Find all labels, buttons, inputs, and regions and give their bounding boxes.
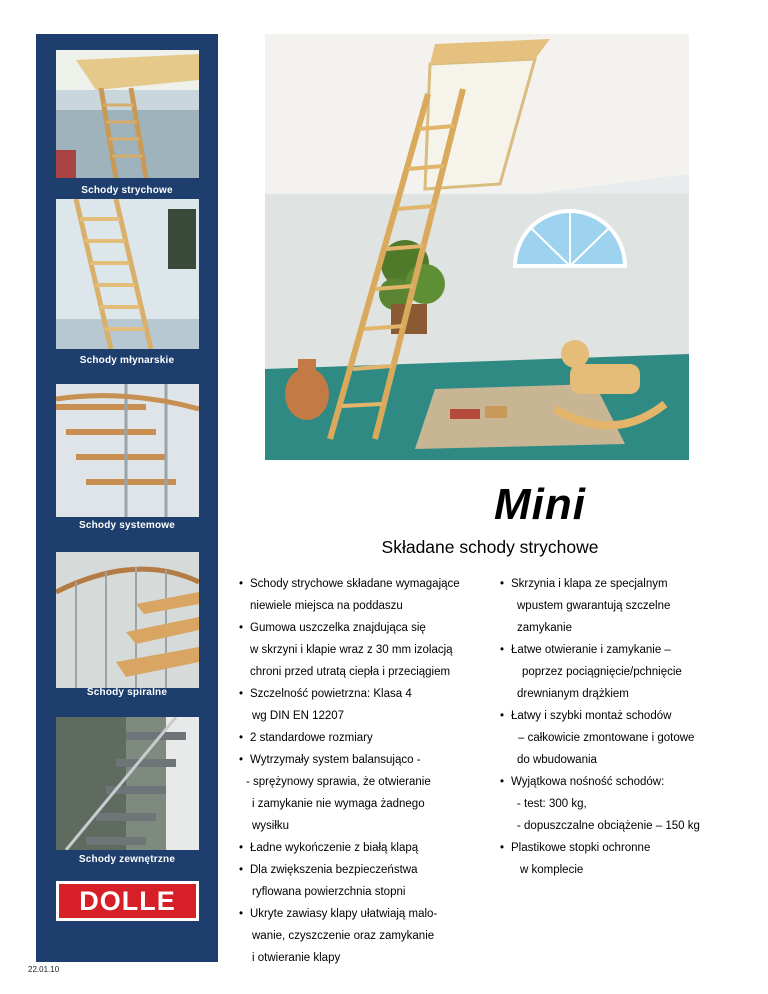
logo-background (59, 884, 196, 918)
feature-line: chroni przed utratą ciepła i przeciągiem (250, 666, 451, 678)
mill-stairs-photo[interactable] (56, 199, 199, 349)
system-stairs-photo[interactable] (56, 384, 199, 517)
feature-line: • Schody strychowe składane wymagające (239, 573, 509, 595)
product-subtitle: Składane schody strychowe (381, 537, 599, 557)
feature-line: i zamykanie nie wymaga żadnego (252, 798, 425, 810)
product-hero-photo (265, 34, 689, 460)
feature-line: zamykanie (517, 622, 572, 634)
feature-line: • Plastikowe stopki ochronne (500, 837, 740, 859)
feature-line: drewnianym drążkiem (517, 688, 629, 700)
feature-line: • Ładne wykończenie z białą klapą (239, 837, 509, 859)
feature-line: niewiele miejsca na poddaszu (250, 600, 403, 612)
feature-line: • Wyjątkowa nośność schodów: (500, 771, 740, 793)
features-left-list (239, 573, 509, 969)
category-sidebar (36, 34, 218, 962)
feature-line: • Łatwy i szybki montaż schodów (500, 705, 740, 727)
feature-line: wg DIN EN 12207 (252, 710, 345, 722)
feature-line: • Wytrzymały system balansująco - (239, 749, 509, 771)
attic-stairs-photo[interactable] (56, 50, 199, 178)
feature-line: wysiłku (252, 820, 290, 832)
dolle-logo[interactable] (56, 881, 199, 921)
feature-line: • Szczelność powietrzna: Klasa 4 (239, 683, 509, 705)
thumb-caption: Schody młynarskie (79, 355, 175, 366)
product-title: Mini (494, 480, 586, 529)
thumb-caption: Schody spiralne (86, 687, 168, 698)
feature-line: • Dla zwiększenia bezpieczeństwa (239, 859, 509, 881)
thumb-caption: Schody zewnętrzne (78, 854, 176, 865)
feature-line: • Łatwe otwieranie i zamykanie – (500, 639, 740, 661)
feature-line: - dopuszczalne obciążenie – 150 kg (517, 820, 700, 832)
feature-line: • 2 standardowe rozmiary (239, 727, 509, 749)
thumb-caption: Schody systemowe (78, 520, 175, 531)
feature-line: w skrzyni i klapie wraz z 30 mm izolacją (250, 644, 453, 656)
feature-line: i otwieranie klapy (252, 952, 341, 964)
feature-line: • Skrzynia i klapa ze specjalnym (500, 573, 740, 595)
logo-text: DOLLE (79, 885, 176, 916)
feature-line: wanie, czyszczenie oraz zamykanie (252, 930, 435, 942)
feature-line: poprzez pociągnięcie/pchnięcie (522, 666, 682, 678)
thumb-caption: Schody strychowe (81, 185, 173, 196)
feature-line: – całkowicie zmontowane i gotowe (518, 732, 695, 744)
feature-line: • Ukryte zawiasy klapy ułatwiają malo- (239, 903, 509, 925)
feature-line: - sprężynowy sprawia, że otwieranie (246, 776, 431, 788)
feature-line: do wbudowania (517, 754, 597, 766)
feature-line: • Gumowa uszczelka znajdująca się (239, 617, 509, 639)
feature-line: - test: 300 kg, (517, 798, 587, 810)
feature-line: ryflowana powierzchnia stopni (252, 886, 406, 898)
spiral-stairs-photo[interactable] (56, 552, 199, 688)
exterior-stairs-photo[interactable] (56, 717, 199, 850)
feature-line: w komplecie (520, 864, 584, 876)
features-right-list (500, 573, 740, 881)
feature-line: wpustem gwarantują szczelne (517, 600, 671, 612)
document-date: 22.01.10 (28, 965, 60, 974)
